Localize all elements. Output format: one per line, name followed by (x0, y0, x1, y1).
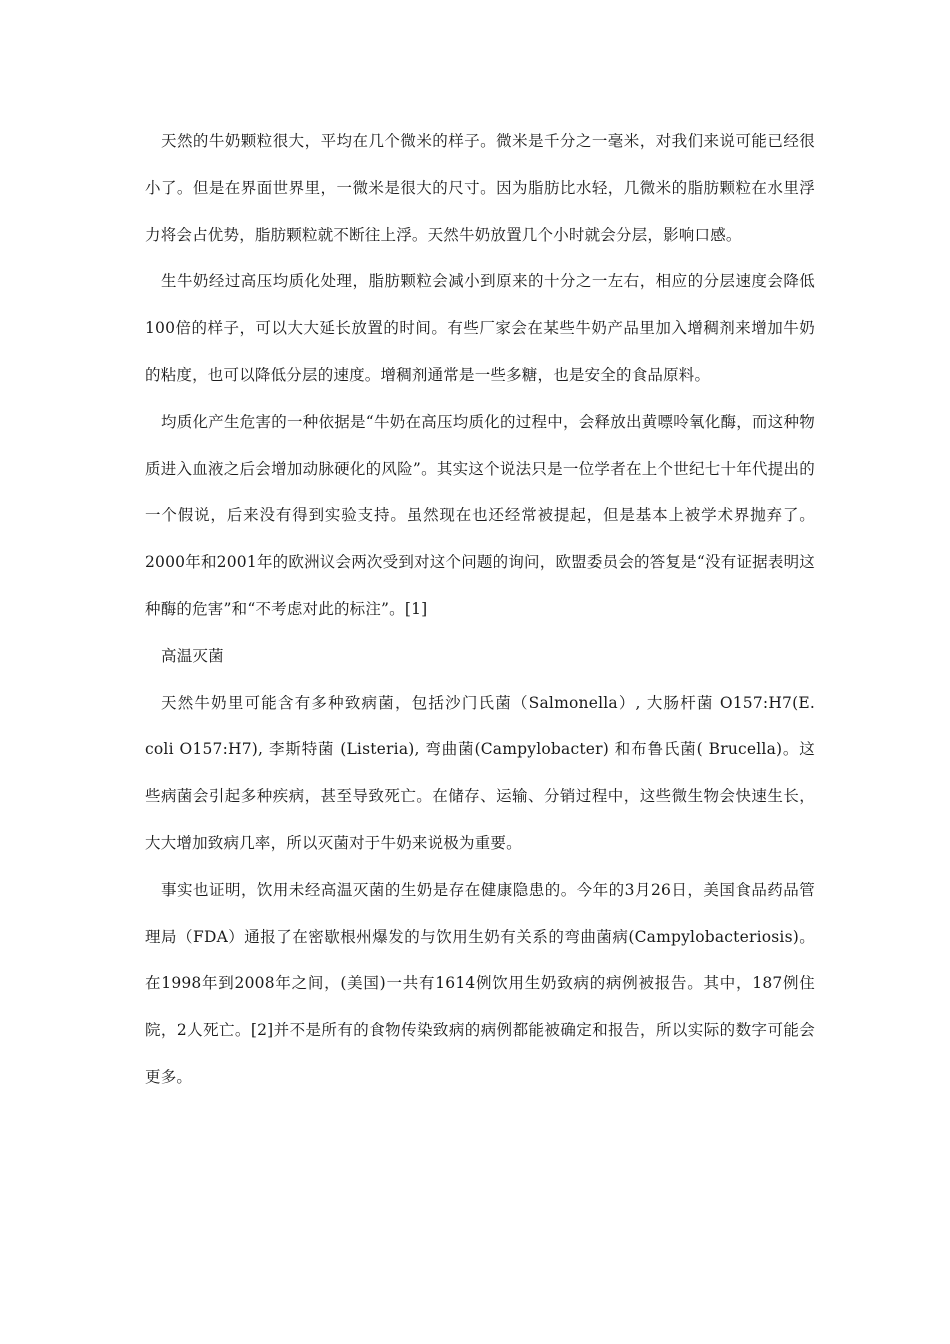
document-body (145, 118, 815, 1101)
paragraph-homogenization: 生牛奶经过高压均质化处理，脂肪颗粒会减小到原来的十分之一左右，相应的分层速度会降低100倍的样子，可以大大延长放置的时间。有些厂家会在某些牛奶产品里加入增稠剂来增加牛奶的粘度，也可以降低分层的速度。增稠剂通常是一些多糖，也是安全的食品原料。 (145, 272, 815, 384)
paragraph-pathogens: 天然牛奶里可能含有多种致病菌，包括沙门氏菌（Salmonella）, 大肠杆菌 O157:H7(E. coli O157:H7), 李斯特菌 (Listeria), 弯曲菌(Campylobacter) 和布鲁氏菌( Brucella)。这些病菌会引起多种疾病，甚至导致死亡。在储存、运输、分销过程中，这些微生物会快速生长，大大增加致病几率，所以灭菌对于牛奶来说极为重要。 (145, 693, 815, 852)
paragraph-homogenization-risk: 均质化产生危害的一种依据是“牛奶在高压均质化的过程中，会释放出黄嘌呤氧化酶，而这种物质进入血液之后会增加动脉硬化的风险”。其实这个说法只是一位学者在上个世纪七十年代提出的一个假说，后来没有得到实验支持。虽然现在也还经常被提起，但是基本上被学术界抛弃了。2000年和2001年的欧洲议会两次受到对这个问题的询问，欧盟委员会的答复是“没有证据表明这种酶的危害”和“不考虑对此的标注”。[1] (145, 412, 815, 618)
paragraph-raw-milk-evidence: 事实也证明，饮用未经高温灭菌的生奶是存在健康隐患的。今年的3月26日，美国食品药品管理局（FDA）通报了在密歇根州爆发的与饮用生奶有关系的弯曲菌病(Campylobacteriosis)。在1998年到2008年之间，(美国)一共有1614例饮用生奶致病的病例被报告。其中，187例住院，2人死亡。[2]并不是所有的食物传染致病的病例都能被确定和报告，所以实际的数字可能会更多。 (145, 880, 815, 1086)
paragraph-milk-particles: 天然的牛奶颗粒很大，平均在几个微米的样子。微米是千分之一毫米，对我们来说可能已经很小了。但是在界面世界里，一微米是很大的尺寸。因为脂肪比水轻，几微米的脂肪颗粒在水里浮力将会占优势，脂肪颗粒就不断往上浮。天然牛奶放置几个小时就会分层，影响口感。 (145, 132, 815, 244)
section-heading-sterilization: 高温灭菌 (161, 646, 224, 665)
